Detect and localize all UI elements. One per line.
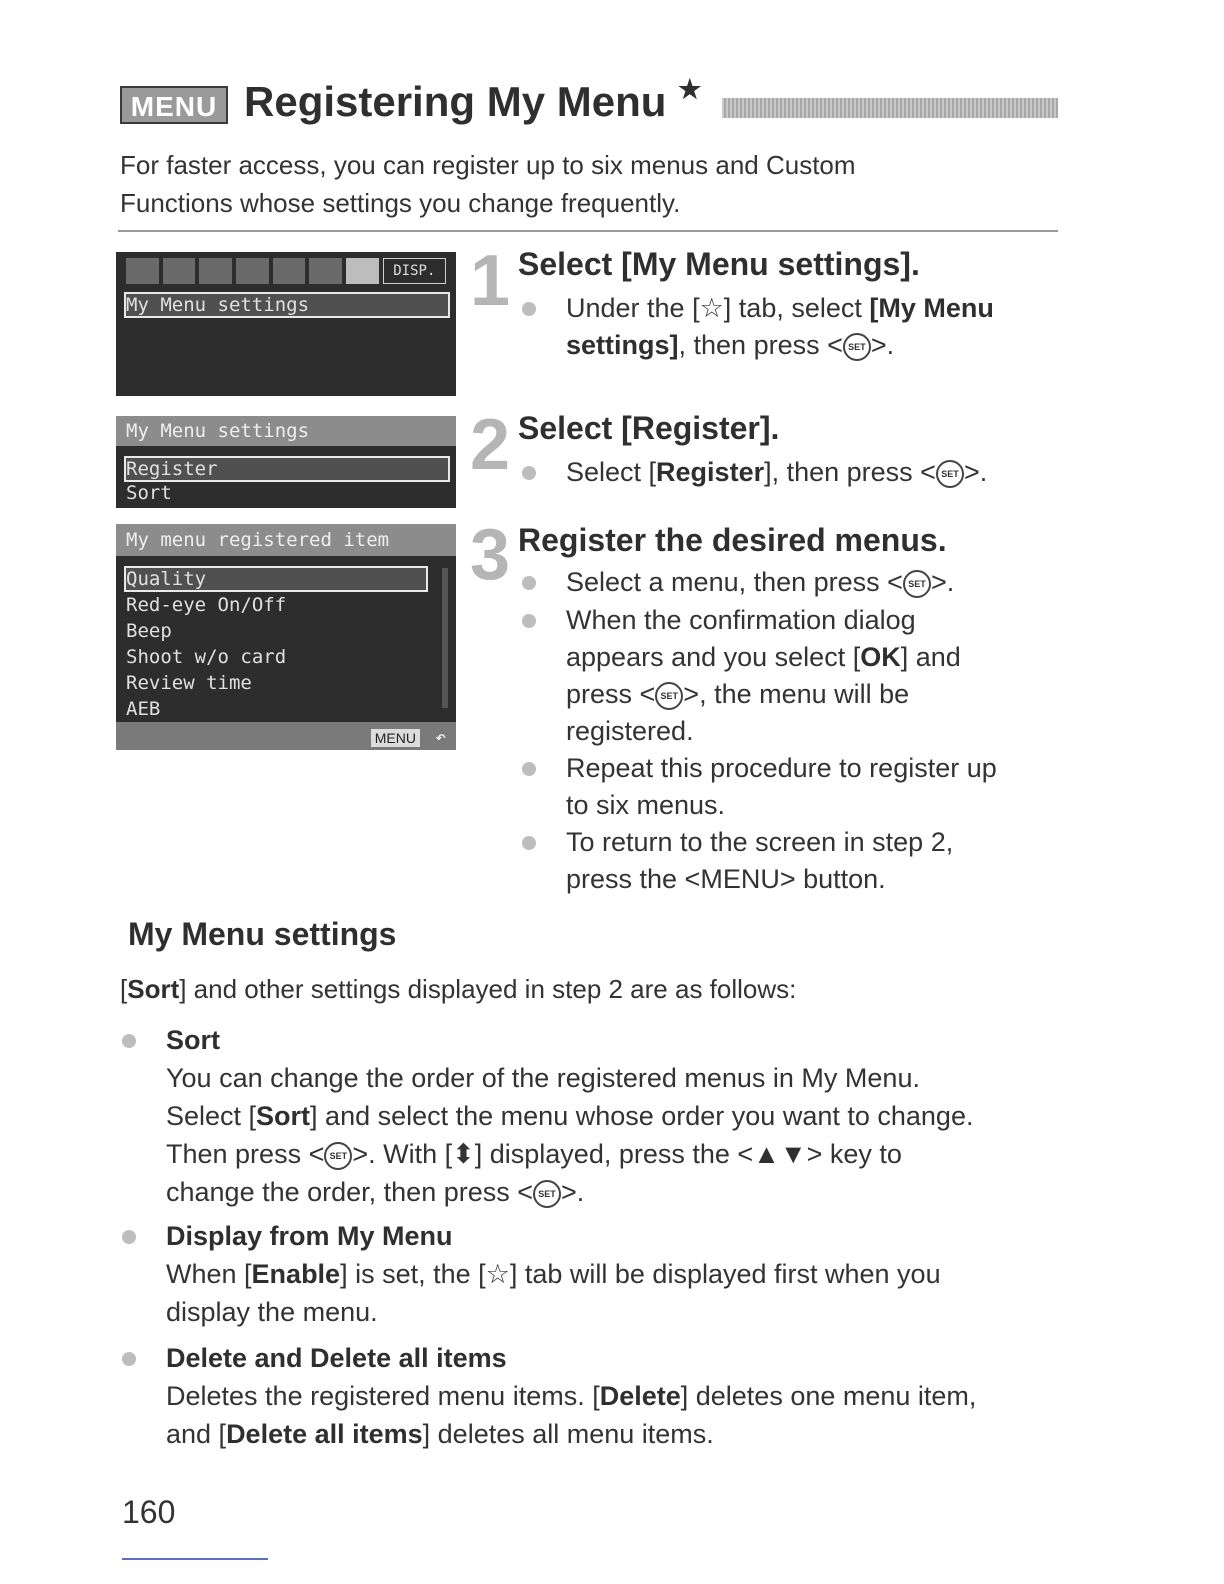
- back-icon: ↶: [435, 727, 446, 748]
- intro-line-2: Functions whose settings you change frequently.: [120, 188, 681, 218]
- my-menu-tab-icon: ☆: [699, 293, 724, 323]
- menu-tabs: [126, 258, 446, 284]
- step-3-bullet-2: When the confirmation dialog appears and you select [OK] and press < SET >, the menu will be registered.: [522, 602, 1062, 750]
- step-3-heading: Register the desired menus.: [518, 522, 947, 558]
- tab-icon: [273, 258, 306, 284]
- page-number: 160: [122, 1494, 176, 1530]
- screen3-row: Red-eye On/Off: [126, 594, 287, 616]
- screen3-row: Review time: [126, 672, 252, 694]
- set-button-icon: SET: [843, 333, 871, 361]
- step-3-bullet-4: To return to the screen in step 2, press the <MENU> button.: [522, 824, 1062, 898]
- screen1-row-my-menu-settings: My Menu settings: [124, 292, 450, 318]
- lcd-screen-1: [116, 252, 456, 396]
- my-menu-tab-icon: [346, 258, 379, 284]
- bullet-icon: [522, 302, 536, 316]
- screen3-row: AEB: [126, 698, 161, 720]
- disp-tab: DISP.: [383, 258, 446, 284]
- bullet-icon: [522, 762, 536, 776]
- step-1-heading: Select [My Menu settings].: [518, 246, 920, 282]
- item-heading: Sort: [166, 1025, 220, 1055]
- item-body: When [Enable] is set, the [☆] tab will be displayed first when you display the menu.: [166, 1259, 941, 1327]
- item-body: You can change the order of the registered menus in My Menu. Select [Sort] and select the menu whose order you want to change. Then press < SET >. With [⬍] displayed, press the <▲▼> key to change the order, then press < SET >.: [166, 1063, 974, 1207]
- step-number-1: 1: [470, 241, 511, 321]
- header-decoration-bar: [722, 98, 1058, 118]
- scrollbar: [442, 568, 448, 708]
- section-intro: [Sort] and other settings displayed in step 2 are as follows:: [120, 974, 797, 1004]
- screen2-row-sort: Sort: [126, 482, 172, 504]
- screen3-title: My menu registered item: [116, 524, 456, 556]
- tab-icon: [309, 258, 342, 284]
- my-menu-tab-icon: ☆: [485, 1259, 510, 1289]
- menu-icon: MENU: [120, 86, 228, 124]
- page-title-text: Registering My Menu: [244, 78, 667, 125]
- divider: [118, 230, 1058, 232]
- screen2-row-register: Register: [124, 456, 450, 482]
- set-button-icon: SET: [903, 570, 931, 598]
- page-footer-line: [122, 1558, 268, 1560]
- star-mark: ★: [678, 74, 702, 104]
- item-display-from-my-menu: [122, 1218, 1082, 1331]
- item-heading: Delete and Delete all items: [166, 1343, 507, 1373]
- bullet-icon: [122, 1034, 136, 1048]
- step-3-bullet-3: Repeat this procedure to register up to six menus.: [522, 750, 1062, 824]
- bullet-icon: [122, 1352, 136, 1366]
- set-button-icon: SET: [533, 1180, 561, 1208]
- menu-button-label: MENU: [371, 729, 420, 747]
- screen3-row: Quality: [124, 566, 428, 592]
- up-down-icon: ⬍: [452, 1139, 475, 1169]
- step-2-heading: Select [Register].: [518, 410, 780, 446]
- step-number-3: 3: [470, 515, 511, 595]
- lcd-screen-2: [116, 416, 456, 508]
- bullet-icon: [522, 576, 536, 590]
- item-heading: Display from My Menu: [166, 1221, 453, 1251]
- tab-icon: [126, 258, 159, 284]
- item-sort: [122, 1022, 1082, 1211]
- step-3-bullet-1: Select a menu, then press < SET >.: [522, 564, 1062, 601]
- set-button-icon: SET: [324, 1142, 352, 1170]
- screen3-row: Beep: [126, 620, 172, 642]
- up-down-key-icon: ▲▼: [753, 1139, 807, 1169]
- page-title: [244, 74, 702, 126]
- bullet-icon: [122, 1230, 136, 1244]
- set-button-icon: SET: [936, 460, 964, 488]
- lcd-screen-3: [116, 524, 456, 750]
- step-1-bullet: Under the [☆] tab, select [My Menu settings], then press < SET >.: [522, 290, 1062, 364]
- bullet-icon: [522, 836, 536, 850]
- step-number-2: 2: [470, 405, 511, 485]
- item-delete: [122, 1340, 1082, 1453]
- tab-icon: [163, 258, 196, 284]
- step-2-bullet: Select [Register], then press < SET >.: [522, 454, 1062, 491]
- screen2-title: My Menu settings: [116, 416, 456, 446]
- bullet-icon: [522, 466, 536, 480]
- screen3-row: Shoot w/o card: [126, 646, 287, 668]
- section-title: My Menu settings: [128, 916, 397, 952]
- set-button-icon: SET: [655, 682, 683, 710]
- tab-icon: [199, 258, 232, 284]
- intro-line-1: For faster access, you can register up to six menus and Custom: [120, 150, 856, 180]
- screen3-footer: [116, 722, 456, 750]
- intro-text: [120, 146, 1020, 222]
- tab-icon: [236, 258, 269, 284]
- item-body: Deletes the registered menu items. [Delete] deletes one menu item, and [Delete all items] deletes all menu items.: [166, 1381, 977, 1449]
- bullet-icon: [522, 614, 536, 628]
